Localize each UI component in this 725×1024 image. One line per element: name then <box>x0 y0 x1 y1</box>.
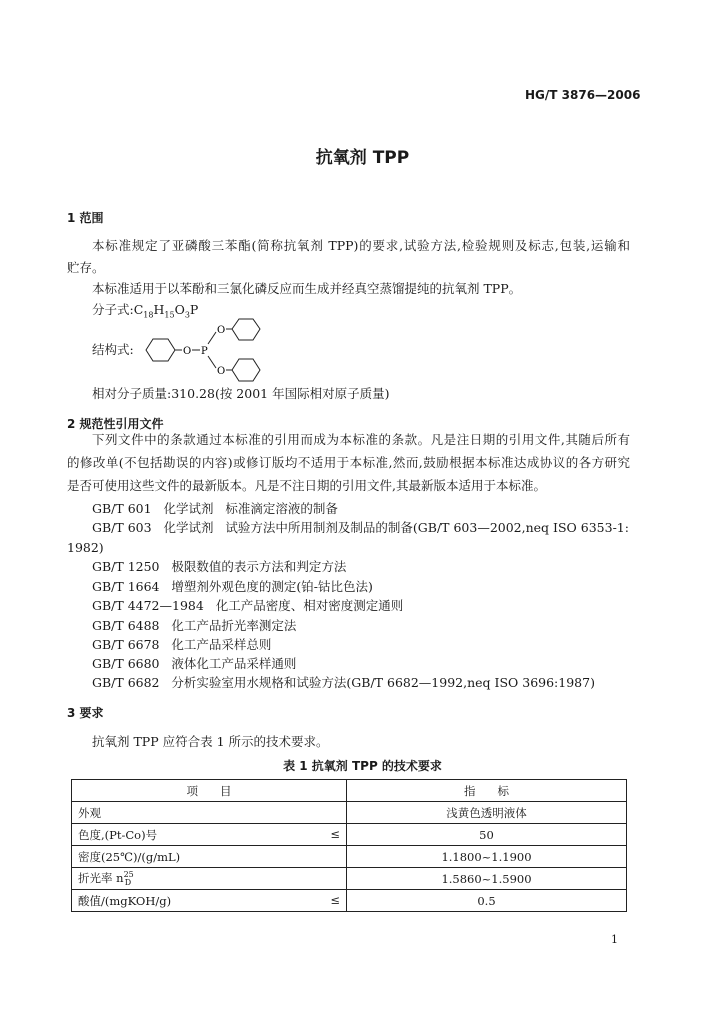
phosphorus-atom: P <box>201 346 208 357</box>
oxygen-atom: O <box>217 366 226 377</box>
item-name: 折光率 n <box>78 870 124 885</box>
less-equal-sign: ≤ <box>330 826 340 841</box>
item-name: 密度(25℃)/(g/mL) <box>78 849 181 864</box>
oxygen-atom: O <box>217 325 226 336</box>
d-line-subscript: D <box>124 878 132 888</box>
item-name: 色度,(Pt-Co)号 <box>78 827 158 842</box>
technical-requirements-table <box>71 779 627 912</box>
reference-item: GB/T 601 化学试剂 标准滴定溶液的制备 <box>92 501 338 516</box>
reference-item: GB/T 1664 增塑剂外观色度的测定(铂-钴比色法) <box>92 579 373 594</box>
paragraph-line: 本标准适用于以苯酚和三氯化磷反应而生成并经真空蒸馏提纯的抗氧剂 TPP。 <box>92 281 522 296</box>
table-row <box>72 802 627 824</box>
table-row <box>72 890 627 912</box>
item-value: 1.1800~1.1900 <box>347 846 627 868</box>
paragraph-line: 贮存。 <box>67 260 105 275</box>
structural-formula-diagram <box>140 312 280 387</box>
page-title: 抗氧剂 TPP <box>315 148 410 168</box>
table-caption: 表 1 抗氧剂 TPP 的技术要求 <box>283 759 442 773</box>
paragraph-line: 的修改单(不包括勘误的内容)或修订版均不适用于本标准,然而,鼓励根据本标准达成协议的各方研究 <box>67 455 630 470</box>
temperature-superscript: 25 <box>123 870 134 880</box>
paragraph-line: 下列文件中的条款通过本标准的引用而成为本标准的条款。凡是注日期的引用文件,其随后所有 <box>92 432 630 447</box>
item-value: 1.5860~1.5900 <box>347 868 627 890</box>
molecular-formula: 分子式$:C_{18}H_{15}O_3P$ <box>92 302 199 320</box>
paragraph-line: 抗氧剂 TPP 应符合表 1 所示的技术要求。 <box>92 734 329 749</box>
oxygen-atom: O <box>183 346 192 357</box>
table-row <box>72 868 627 890</box>
paragraph-line: 是否可使用这些文件的最新版本。凡是不注日期的引用文件,其最新版本适用于本标准。 <box>67 478 546 493</box>
table-header-row <box>72 780 627 802</box>
section-2-heading: 2 规范性引用文件 <box>67 417 164 431</box>
table-row <box>72 846 627 868</box>
reference-item: 1982) <box>67 540 104 555</box>
column-header: 指 标 <box>347 780 627 802</box>
item-name: 酸值/(mgKOH/g) <box>78 893 172 908</box>
reference-item: GB/T 6678 化工产品采样总则 <box>92 637 272 652</box>
structure-label: 结构式: <box>92 342 134 357</box>
item-value: 浅黄色透明液体 <box>347 802 627 824</box>
standard-code: HG/T 3876—2006 <box>525 88 641 102</box>
paragraph-line: 本标准规定了亚磷酸三苯酯(简称抗氧剂 TPP)的要求,试验方法,检验规则及标志,包装,运输和 <box>92 238 630 253</box>
less-equal-sign: ≤ <box>330 892 340 907</box>
reference-item: GB/T 6488 化工产品折光率测定法 <box>92 618 297 633</box>
page-number: 1 <box>611 933 618 946</box>
item-value: 0.5 <box>347 890 627 912</box>
reference-item: GB/T 6680 液体化工产品采样通则 <box>92 656 297 671</box>
item-name: 外观 <box>78 805 101 820</box>
table-row <box>72 824 627 846</box>
reference-item: GB/T 1250 极限数值的表示方法和判定方法 <box>92 559 347 574</box>
item-value: 50 <box>347 824 627 846</box>
column-header: 项 目 <box>72 780 347 802</box>
section-3-heading: 3 要求 <box>67 706 104 720</box>
reference-item: GB/T 6682 分析实验室用水规格和试验方法(GB/T 6682—1992,neq ISO 3696:1987) <box>92 675 595 690</box>
reference-item: GB/T 4472—1984 化工产品密度、相对密度测定通则 <box>92 598 404 613</box>
reference-item: GB/T 603 化学试剂 试验方法中所用制剂及制品的制备(GB/T 603—2002,neq ISO 6353-1: <box>92 520 629 535</box>
molecular-mass: 相对分子质量:310.28(按 2001 年国际相对原子质量) <box>92 386 390 401</box>
section-1-heading: 1 范围 <box>67 211 104 225</box>
